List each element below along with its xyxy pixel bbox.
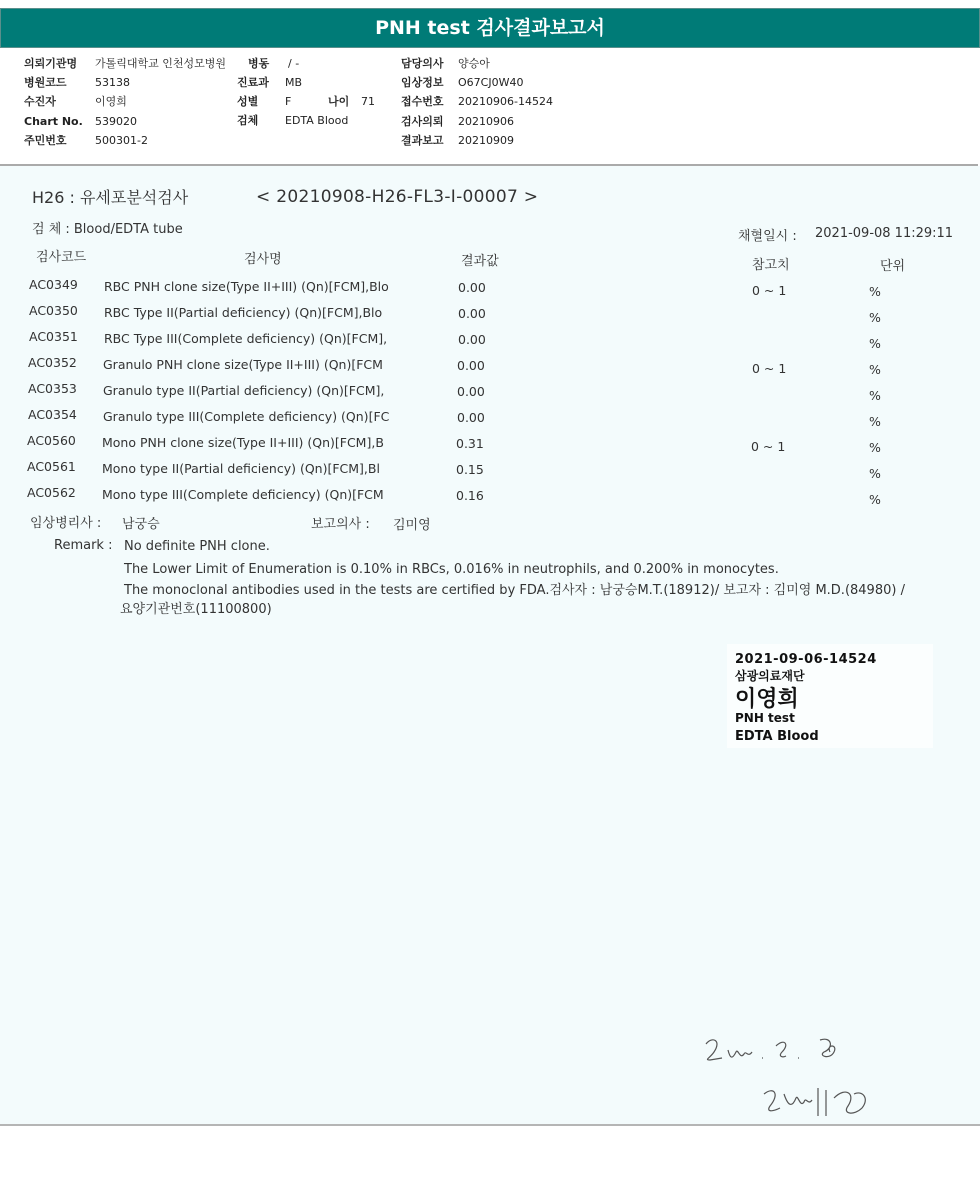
remark-line: The Lower Limit of Enumeration is 0.10% in RBCs, 0.016% in neutrophils, and 0.200% in monocytes. (124, 562, 779, 577)
row-code: AC0351 (29, 329, 78, 344)
ward-label: 병동 (248, 57, 270, 70)
receipt-no-value: 20210906-14524 (458, 95, 553, 108)
row-unit: % (869, 284, 881, 299)
remark-line: No definite PNH clone. (124, 539, 270, 554)
row-code: AC0560 (27, 433, 76, 448)
specimen-label: 검체 (237, 114, 259, 127)
row-unit: % (869, 466, 881, 481)
row-ref: 0 ~ 1 (751, 439, 786, 454)
report-title: PNH test 검사결과보고서 (0, 8, 980, 48)
hospital-code-value: 53138 (95, 76, 130, 89)
row-unit: % (869, 362, 881, 377)
remark-line: The monoclonal antibodies used in the tests are certified by FDA.검사자 : 남궁승M.T.(18912)/ 보고자 : 김미영 M.D.(84980) / (124, 583, 905, 598)
sticker-lab: 삼광의료재단 (735, 669, 805, 683)
sticker-patient: 이영희 (735, 687, 799, 712)
row-name: RBC PNH clone size(Type II+III) (Qn)[FCM],Blo (104, 279, 389, 294)
col-code: 검사코드 (36, 250, 87, 265)
age-label: 나이 (328, 95, 350, 108)
section-title: H26 : 유세포분석검사 (32, 188, 189, 207)
resident-no-value: 500301-2 (95, 134, 148, 147)
patient-name-value: 이영희 (95, 95, 127, 108)
row-unit: % (869, 414, 881, 429)
specimen-value: EDTA Blood (285, 114, 349, 127)
technologist-label: 임상병리사 : (30, 516, 102, 531)
row-code: AC0349 (29, 277, 78, 292)
row-result: 0.00 (457, 384, 485, 399)
chart-no-label: Chart No. (24, 115, 83, 128)
row-result: 0.31 (456, 436, 484, 451)
row-code: AC0354 (28, 407, 77, 422)
col-unit: 단위 (880, 259, 906, 274)
row-name: Mono type II(Partial deficiency) (Qn)[FCM],Bl (102, 461, 380, 476)
collect-time-value: 2021-09-08 11:29:11 (815, 226, 954, 241)
report-date-value: 20210909 (458, 134, 514, 147)
row-name: Mono PNH clone size(Type II+III) (Qn)[FCM],B (102, 435, 384, 450)
sex-value: F (285, 95, 292, 108)
row-result: 0.16 (456, 488, 484, 503)
patient-info (0, 54, 978, 164)
report-date-label: 결과보고 (401, 134, 444, 147)
row-unit: % (869, 310, 881, 325)
row-code: AC0353 (28, 381, 77, 396)
ward-value: / - (288, 57, 300, 70)
technologist-name: 남궁승 (122, 517, 160, 532)
doctor-value: 양승아 (458, 57, 490, 70)
col-ref: 참고치 (752, 258, 790, 273)
row-code: AC0352 (28, 355, 77, 370)
row-name: Granulo type III(Complete deficiency) (Qn)[FC (103, 409, 390, 424)
remark-label: Remark : (54, 538, 113, 553)
clinical-info-label: 임상정보 (401, 76, 444, 89)
row-result: 0.00 (458, 280, 486, 295)
row-unit: % (869, 388, 881, 403)
row-name: RBC Type II(Partial deficiency) (Qn)[FCM],Blo (104, 305, 383, 320)
specimen-line: 검 체 : Blood/EDTA tube (32, 222, 183, 237)
specimen-label-sticker (727, 644, 933, 748)
resident-no-label: 주민번호 (24, 134, 67, 147)
row-ref: 0 ~ 1 (752, 283, 787, 298)
remark-line: 요양기관번호(11100800) (120, 602, 272, 617)
bottom-divider (0, 1124, 980, 1126)
row-result: 0.00 (457, 410, 485, 425)
hospital-label: 의뢰기관명 (24, 57, 78, 70)
row-result: 0.15 (456, 462, 484, 477)
row-code: AC0350 (29, 303, 78, 318)
row-unit: % (869, 492, 881, 507)
age-value: 71 (361, 95, 375, 108)
dept-label: 진료과 (237, 76, 269, 89)
sticker-receipt: 2021-09-06-14524 (735, 652, 877, 667)
report-id: < 20210908-H26-FL3-I-00007 > (256, 187, 539, 207)
row-unit: % (869, 336, 881, 351)
hospital-code-label: 병원코드 (24, 76, 67, 89)
col-result: 결과값 (461, 254, 499, 269)
clinical-info-value: O67CJ0W40 (458, 76, 524, 89)
row-code: AC0561 (27, 459, 76, 474)
row-result: 0.00 (457, 358, 485, 373)
row-name: Granulo PNH clone size(Type II+III) (Qn)[FCM (103, 357, 383, 372)
doctor-label: 담당의사 (401, 57, 444, 70)
report-doctor-name: 김미영 (393, 518, 431, 533)
patient-name-label: 수진자 (24, 95, 56, 108)
report-doctor-label: 보고의사 : (311, 517, 370, 532)
sticker-test: PNH test (735, 711, 795, 725)
hospital-value: 가톨릭대학교 인천성모병원 (95, 57, 227, 70)
row-name: RBC Type III(Complete deficiency) (Qn)[FCM], (104, 331, 388, 346)
row-code: AC0562 (27, 485, 76, 500)
dept-value: MB (285, 76, 303, 89)
row-result: 0.00 (458, 306, 486, 321)
request-date-label: 검사의뢰 (401, 115, 444, 128)
row-name: Mono type III(Complete deficiency) (Qn)[FCM (102, 487, 384, 502)
receipt-no-label: 접수번호 (401, 95, 444, 108)
sex-label: 성별 (237, 95, 259, 108)
handwritten-signature (758, 1082, 888, 1122)
chart-no-value: 539020 (95, 115, 137, 128)
row-result: 0.00 (458, 332, 486, 347)
collect-time-label: 채혈일시 : (738, 229, 797, 244)
request-date-value: 20210906 (458, 115, 514, 128)
row-unit: % (869, 440, 881, 455)
col-name: 검사명 (244, 252, 282, 267)
sticker-specimen: EDTA Blood (735, 729, 819, 744)
handwritten-date (700, 1030, 860, 1070)
row-ref: 0 ~ 1 (752, 361, 787, 376)
row-name: Granulo type II(Partial deficiency) (Qn)[FCM], (103, 383, 385, 398)
